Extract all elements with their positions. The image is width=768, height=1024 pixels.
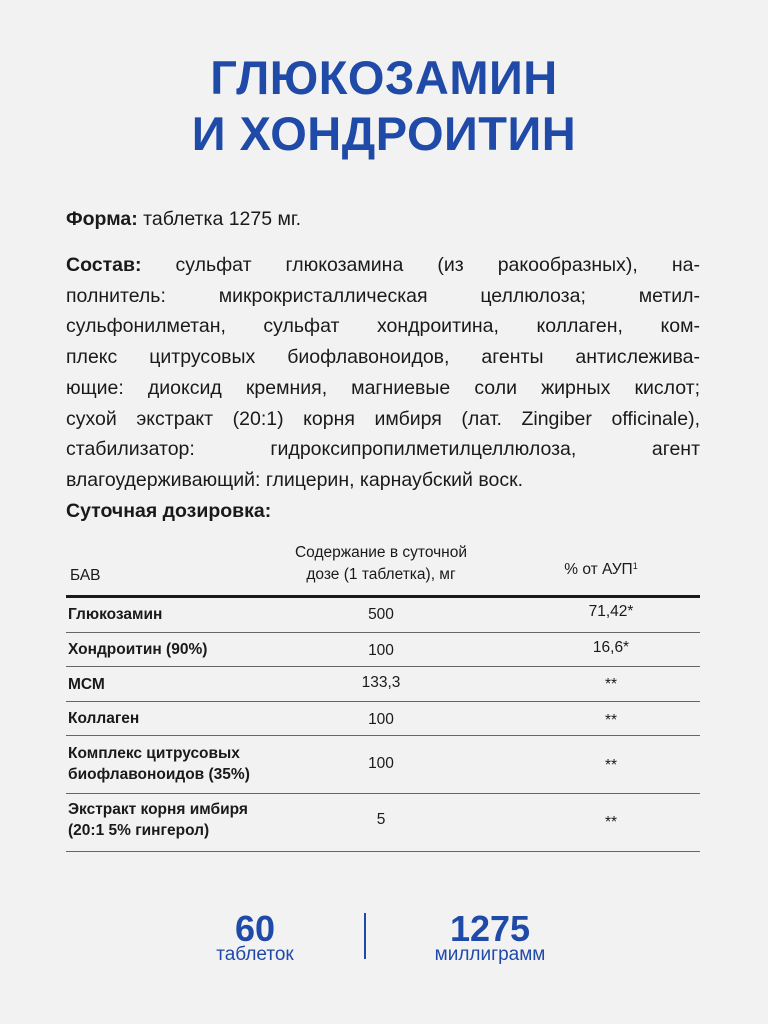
footer-stats <box>0 905 768 975</box>
row-substance-line: Экстракт корня имбиря <box>68 801 248 818</box>
composition-line: влагоудерживающий: глицерин, карнаубский воск. <box>66 468 524 491</box>
row-substance-line: МСМ <box>68 676 105 693</box>
row-substance-line: (20:1 5% гингерол) <box>68 822 210 839</box>
row-substance-line: Коллаген <box>68 710 140 727</box>
header-substance: БАВ <box>70 567 101 584</box>
row-substance <box>68 674 105 695</box>
table-row <box>66 633 700 667</box>
row-substance <box>68 743 250 785</box>
title-line-2: И ХОНДРОИТИН <box>191 107 577 160</box>
tablet-count: 60 <box>234 908 276 949</box>
tablet-weight-unit: миллиграмм <box>434 944 546 965</box>
row-amount: 100 <box>368 642 394 659</box>
row-substance <box>68 708 139 729</box>
composition-line: стабилизатор: гидроксипропилметилцеллюлоза, агент <box>66 438 700 461</box>
table-row <box>66 667 700 702</box>
row-substance-line: Глюкозамин <box>68 606 163 623</box>
header-content-line-2: дозе (1 таблетка), мг <box>306 566 456 583</box>
dosage-table <box>66 540 700 852</box>
composition-paragraph <box>66 250 700 496</box>
footer-divider <box>364 913 366 959</box>
row-amount: 100 <box>368 755 394 772</box>
row-substance-line: Хондроитин (90%) <box>68 641 208 658</box>
table-row <box>66 702 700 736</box>
composition-text: сульфат глюкозамина (из ракообразных), на- <box>141 254 700 276</box>
title-line-1: ГЛЮКОЗАМИН <box>210 51 558 104</box>
composition-line: ющие: диоксид кремния, магниевые соли жирных кислот; <box>66 376 700 399</box>
form-value: таблетка 1275 мг. <box>137 208 302 230</box>
row-substance-line: биофлавоноидов (35%) <box>68 766 250 783</box>
header-percent-text: % от АУП <box>564 561 633 578</box>
row-amount: 133,3 <box>361 674 401 691</box>
row-substance <box>68 639 207 660</box>
header-percent <box>531 561 671 579</box>
composition-line: сульфонилметан, сульфат хондроитина, коллаген, ком- <box>66 315 700 338</box>
row-amount: 100 <box>368 711 394 728</box>
row-amount: 500 <box>368 606 394 623</box>
tablet-count-unit: таблеток <box>216 944 294 965</box>
composition-line: полнитель: микрокристаллическая целлюлоза; метил- <box>66 284 700 307</box>
header-content <box>256 542 506 586</box>
form-label: Форма: <box>66 208 138 230</box>
header-content-line-1: Содержание в суточной <box>294 544 468 561</box>
header-percent-footnote: 1 <box>632 561 638 571</box>
page-title <box>0 50 768 162</box>
composition-line <box>66 250 700 281</box>
row-amount: 5 <box>376 811 386 828</box>
row-percent: 71,42* <box>588 603 634 620</box>
row-percent: ** <box>604 757 618 774</box>
tablet-weight: 1275 <box>449 908 531 949</box>
composition-label: Состав: <box>66 254 142 276</box>
row-substance <box>68 799 248 841</box>
composition-line: плекс цитрусовых биофлавоноидов, агенты антислежива- <box>66 346 700 369</box>
row-substance <box>68 604 162 625</box>
row-percent: 16,6* <box>592 639 630 656</box>
row-substance-line: Комплекс цитрусовых <box>68 745 240 762</box>
row-percent: ** <box>604 814 618 831</box>
form-paragraph <box>66 204 700 235</box>
table-row <box>66 598 700 633</box>
row-percent: ** <box>604 712 618 729</box>
daily-dosage-heading: Суточная дозировка: <box>66 500 272 522</box>
table-row <box>66 736 700 794</box>
composition-line: сухой экстракт (20:1) корня имбиря (лат. Zingiber officinale), <box>66 407 700 430</box>
table-row <box>66 794 700 852</box>
table-header <box>66 540 700 598</box>
row-percent: ** <box>604 676 618 693</box>
